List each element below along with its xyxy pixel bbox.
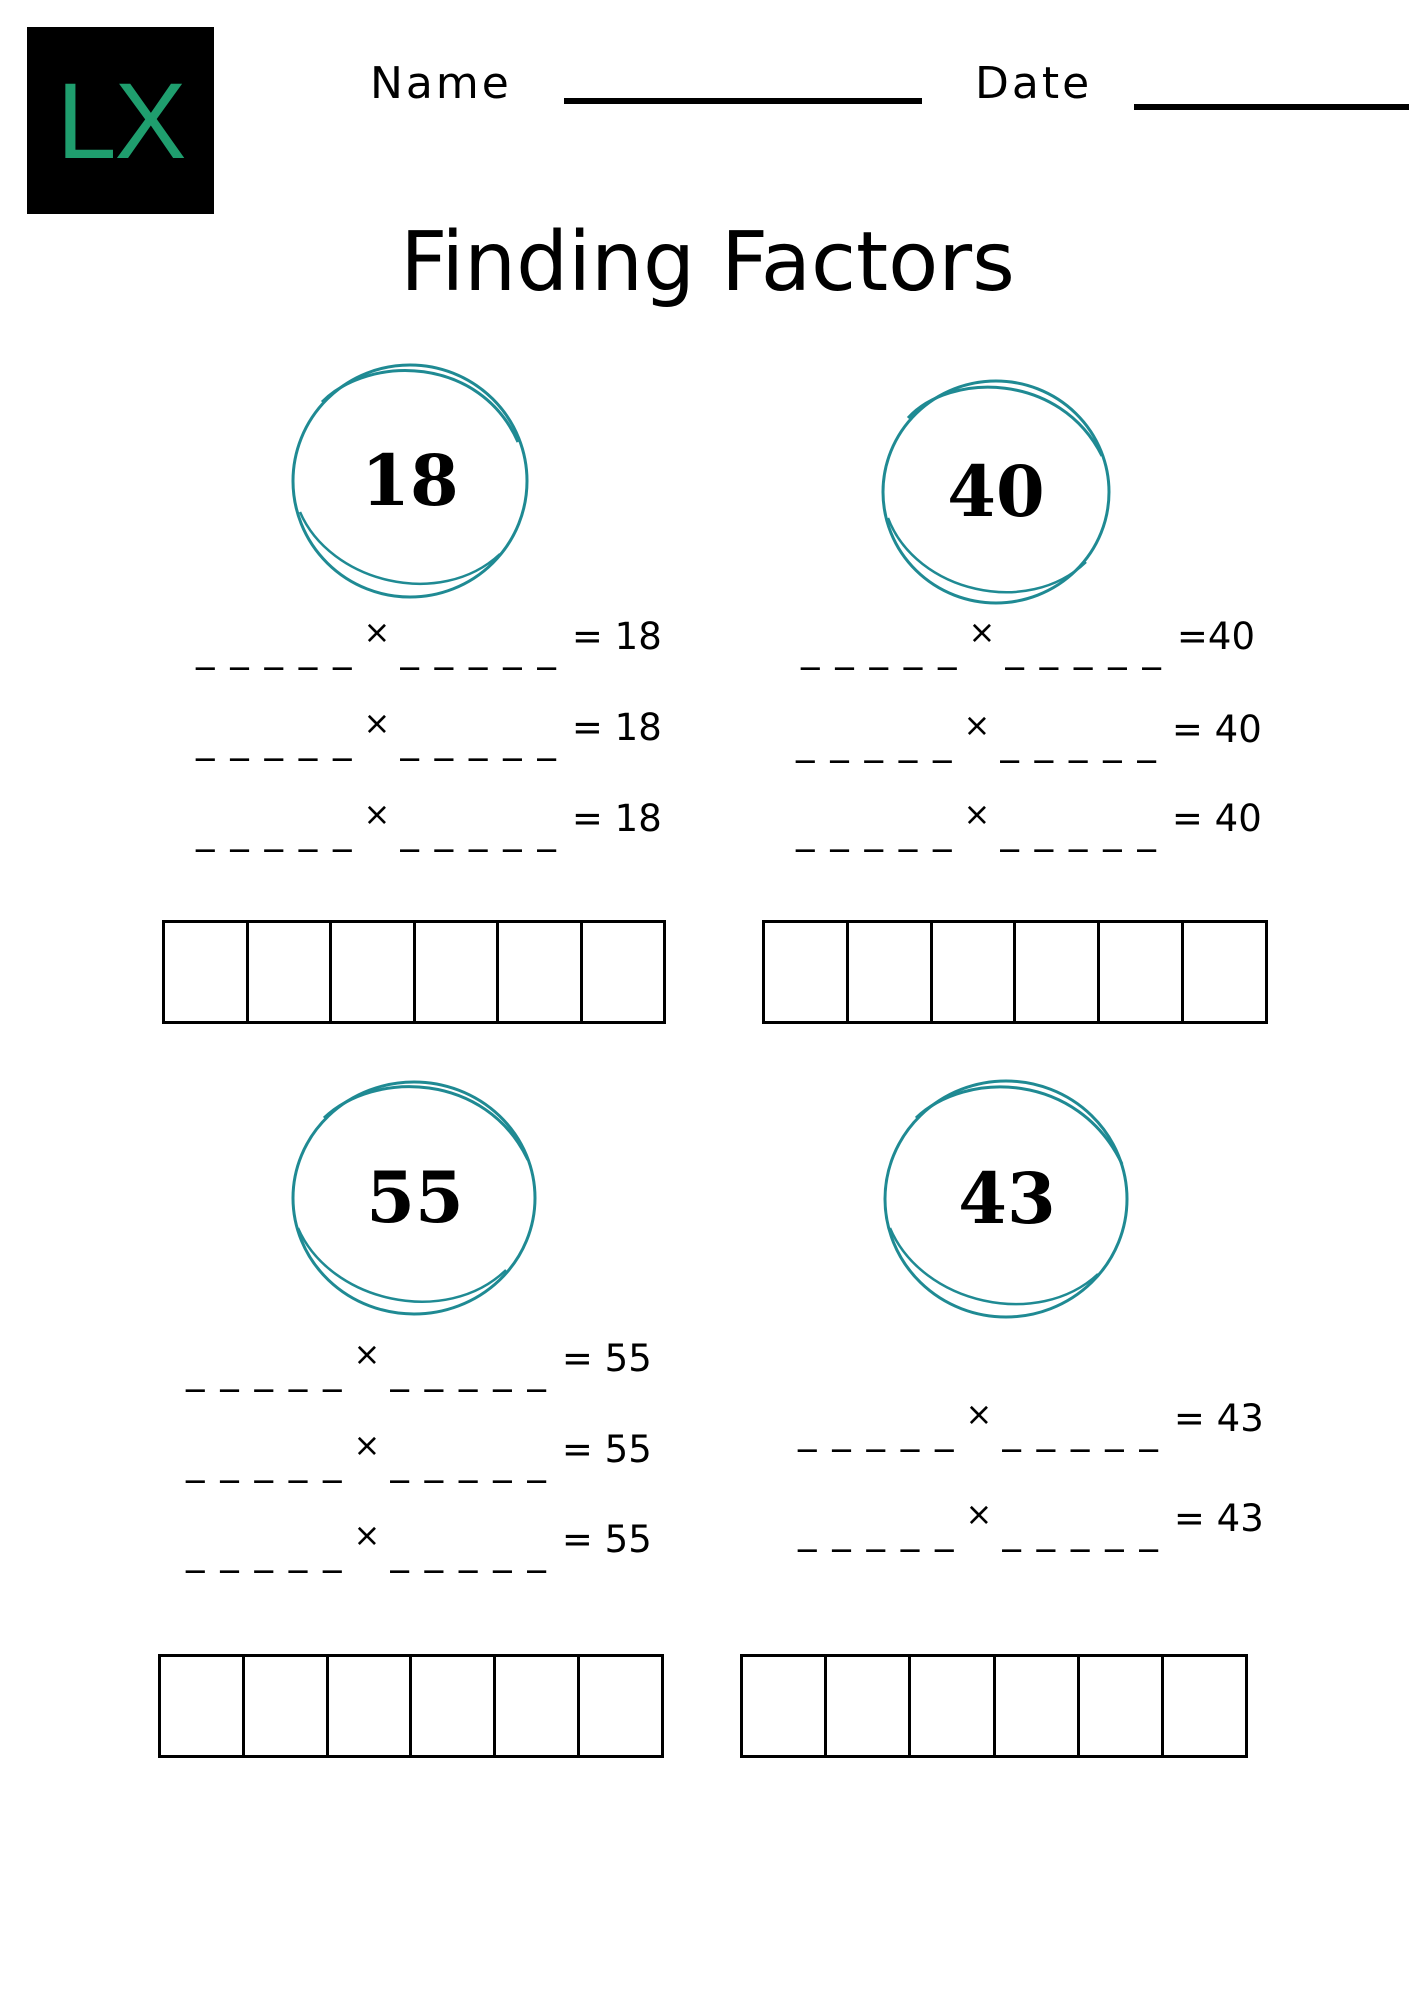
factor-box[interactable] xyxy=(933,923,1017,1021)
factor-box[interactable] xyxy=(245,1657,329,1755)
factor-box[interactable] xyxy=(580,1657,661,1755)
factor-blank[interactable]: _ _ _ _ _ xyxy=(798,1509,956,1552)
factor-box[interactable] xyxy=(1080,1657,1164,1755)
factor-equation xyxy=(186,1516,652,1573)
date-label: Date xyxy=(975,58,1093,109)
factor-blank[interactable]: _ _ _ _ _ xyxy=(796,809,954,852)
factor-boxes xyxy=(162,920,666,1024)
number-circle xyxy=(880,378,1112,606)
factor-box[interactable] xyxy=(743,1657,827,1755)
times-sign: × xyxy=(965,1495,993,1533)
target-number: 40 xyxy=(947,450,1045,533)
factor-blank[interactable]: _ _ _ _ _ xyxy=(1000,809,1158,852)
equation-result: = 18 xyxy=(571,706,662,749)
factor-equation xyxy=(801,613,1255,670)
factor-equation xyxy=(796,706,1262,763)
factor-box[interactable] xyxy=(996,1657,1080,1755)
factor-blank[interactable]: _ _ _ _ _ xyxy=(390,1440,548,1483)
factor-box[interactable] xyxy=(165,923,249,1021)
factor-boxes xyxy=(740,1654,1248,1758)
factor-box[interactable] xyxy=(249,923,333,1021)
factor-box[interactable] xyxy=(849,923,933,1021)
times-sign: × xyxy=(353,1516,381,1554)
factor-blank[interactable]: _ _ _ _ _ xyxy=(196,718,354,761)
times-sign: × xyxy=(363,613,391,651)
factor-equation xyxy=(196,795,662,852)
factor-equation xyxy=(796,795,1262,852)
equation-result: = 55 xyxy=(561,1337,652,1380)
number-circle xyxy=(882,1078,1132,1320)
number-circle xyxy=(290,1078,540,1318)
page-title: Finding Factors xyxy=(400,215,1015,310)
factor-blank[interactable]: _ _ _ _ _ xyxy=(1005,627,1163,670)
factor-box[interactable] xyxy=(412,1657,496,1755)
date-field[interactable] xyxy=(1134,104,1409,110)
target-number: 55 xyxy=(366,1156,464,1239)
factor-box[interactable] xyxy=(499,923,583,1021)
equation-result: = 55 xyxy=(561,1428,652,1471)
factor-blank[interactable]: _ _ _ _ _ xyxy=(801,627,959,670)
times-sign: × xyxy=(963,795,991,833)
equation-result: = 40 xyxy=(1171,797,1262,840)
factor-box[interactable] xyxy=(1164,1657,1245,1755)
times-sign: × xyxy=(353,1335,381,1373)
times-sign: × xyxy=(963,706,991,744)
factor-blank[interactable]: _ _ _ _ _ xyxy=(798,1409,956,1452)
times-sign: × xyxy=(965,1395,993,1433)
factor-blank[interactable]: _ _ _ _ _ xyxy=(390,1530,548,1573)
factor-blank[interactable]: _ _ _ _ _ xyxy=(1000,720,1158,763)
equation-result: = 18 xyxy=(571,797,662,840)
times-sign: × xyxy=(968,613,996,651)
factor-blank[interactable]: _ _ _ _ _ xyxy=(400,718,558,761)
factor-blank[interactable]: _ _ _ _ _ xyxy=(1002,1509,1160,1552)
target-number: 18 xyxy=(361,439,459,522)
equation-result: = 43 xyxy=(1173,1397,1264,1440)
equation-result: = 40 xyxy=(1171,708,1262,751)
factor-blank[interactable]: _ _ _ _ _ xyxy=(796,720,954,763)
factor-box[interactable] xyxy=(765,923,849,1021)
factor-equation xyxy=(186,1335,652,1392)
factor-blank[interactable]: _ _ _ _ _ xyxy=(186,1530,344,1573)
factor-box[interactable] xyxy=(329,1657,413,1755)
name-field[interactable] xyxy=(564,98,922,104)
factor-box[interactable] xyxy=(583,923,664,1021)
equation-result: = 18 xyxy=(571,615,662,658)
factor-boxes xyxy=(158,1654,664,1758)
factor-equation xyxy=(186,1426,652,1483)
factor-box[interactable] xyxy=(827,1657,911,1755)
factor-equation xyxy=(196,704,662,761)
times-sign: × xyxy=(353,1426,381,1464)
factor-box[interactable] xyxy=(1100,923,1184,1021)
equation-result: =40 xyxy=(1176,615,1255,658)
factor-blank[interactable]: _ _ _ _ _ xyxy=(390,1349,548,1392)
factor-equation xyxy=(196,613,662,670)
factor-equation xyxy=(798,1495,1264,1552)
factor-blank[interactable]: _ _ _ _ _ xyxy=(400,627,558,670)
factor-equation xyxy=(798,1395,1264,1452)
logo xyxy=(27,27,214,214)
number-circle xyxy=(290,362,530,600)
factor-blank[interactable]: _ _ _ _ _ xyxy=(400,809,558,852)
factor-blank[interactable]: _ _ _ _ _ xyxy=(196,809,354,852)
times-sign: × xyxy=(363,704,391,742)
equation-result: = 55 xyxy=(561,1518,652,1561)
name-label: Name xyxy=(370,58,512,109)
logo-text: LX xyxy=(56,59,185,181)
factor-box[interactable] xyxy=(496,1657,580,1755)
equation-result: = 43 xyxy=(1173,1497,1264,1540)
factor-blank[interactable]: _ _ _ _ _ xyxy=(196,627,354,670)
factor-box[interactable] xyxy=(332,923,416,1021)
factor-box[interactable] xyxy=(1184,923,1265,1021)
target-number: 43 xyxy=(958,1157,1056,1240)
factor-box[interactable] xyxy=(416,923,500,1021)
factor-blank[interactable]: _ _ _ _ _ xyxy=(1002,1409,1160,1452)
factor-box[interactable] xyxy=(1016,923,1100,1021)
factor-blank[interactable]: _ _ _ _ _ xyxy=(186,1349,344,1392)
factor-blank[interactable]: _ _ _ _ _ xyxy=(186,1440,344,1483)
times-sign: × xyxy=(363,795,391,833)
factor-box[interactable] xyxy=(161,1657,245,1755)
factor-box[interactable] xyxy=(911,1657,995,1755)
factor-boxes xyxy=(762,920,1268,1024)
